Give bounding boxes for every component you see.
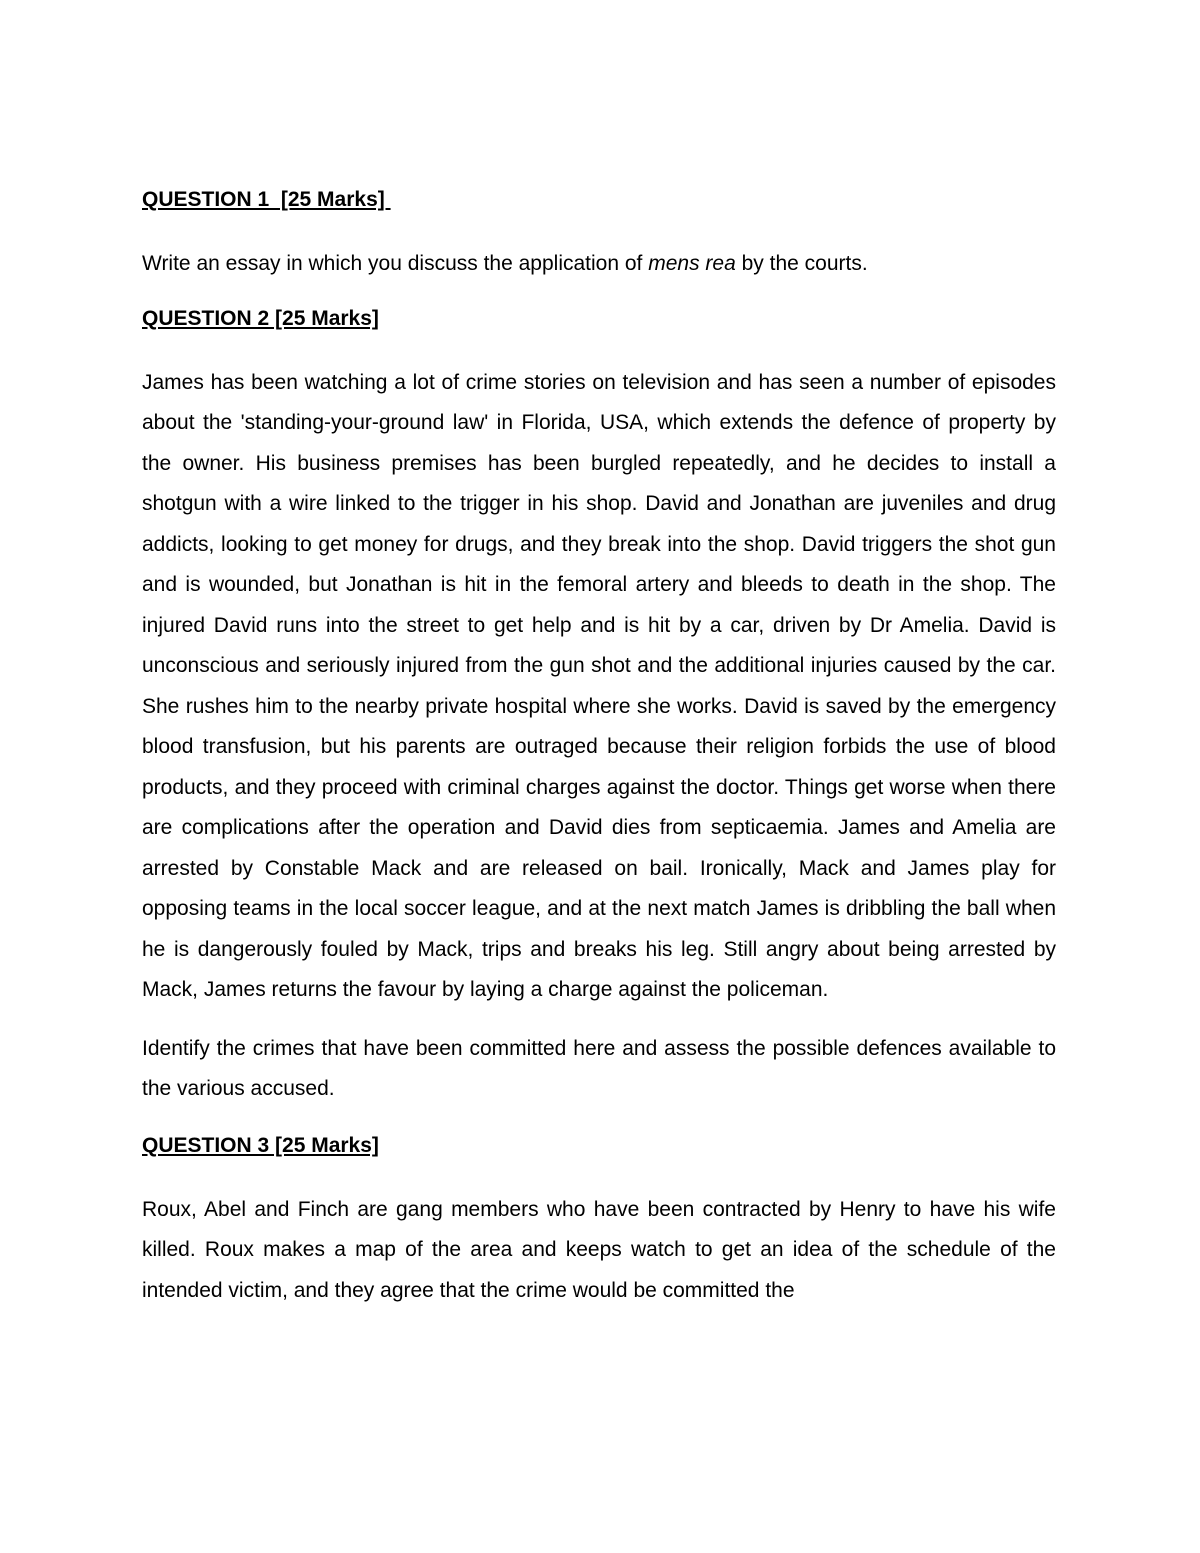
document-page: [142, 184, 1056, 1329]
question-2-heading: QUESTION 2 [25 Marks]: [142, 306, 379, 330]
question-1-text-italic: mens rea: [648, 252, 736, 275]
question-3-body: Roux, Abel and Finch are gang members who have been contracted by Henry to have his wife killed. Roux makes a map of the area and keeps watch to get an idea of the schedule of the intended victim, and they agree that the crime would be committed the: [142, 1197, 1056, 1302]
question-1-text-start: Write an essay in which you discuss the application of: [142, 252, 649, 275]
question-1-text-end: by the courts.: [735, 252, 868, 275]
question-1-text: [142, 244, 1056, 285]
question-2-task: Identify the crimes that have been committed here and assess the possible defences available to the various accused.: [142, 1036, 1056, 1100]
question-2-body: James has been watching a lot of crime stories on television and has seen a number of episodes about the 'standing-your-ground law' in Florida, USA, which extends the defence of property by the owner. His business premises has been burgled repeatedly, and he decides to install a shotgun with a wire linked to the trigger in his shop. David and Jonathan are juveniles and drug addicts, looking to get money for drugs, and they break into the shop. David triggers the shot gun and is wounded, but Jonathan is hit in the femoral artery and bleeds to death in the shop. The injured David runs into the street to get help and is hit by a car, driven by Dr Amelia. David is unconscious and seriously injured from the gun shot and the additional injuries caused by the car. She rushes him to the nearby private hospital where she works. David is saved by the emergency blood transfusion, but his parents are outraged because their religion forbids the use of blood products, and they proceed with criminal charges against the doctor. Things get worse when there are complications after the operation and David dies from septicaemia. James and Amelia are arrested by Constable Mack and are released on bail. Ironically, Mack and James play for opposing teams in the local soccer league, and at the next match James is dribbling the ball when he is dangerously fouled by Mack, trips and breaks his leg. Still angry about being arrested by Mack, James returns the favour by laying a charge against the policeman.: [142, 370, 1056, 1001]
question-1-heading: QUESTION 1 [25 Marks]: [142, 188, 391, 211]
question-3-heading: QUESTION 3 [25 Marks]: [142, 1133, 379, 1157]
